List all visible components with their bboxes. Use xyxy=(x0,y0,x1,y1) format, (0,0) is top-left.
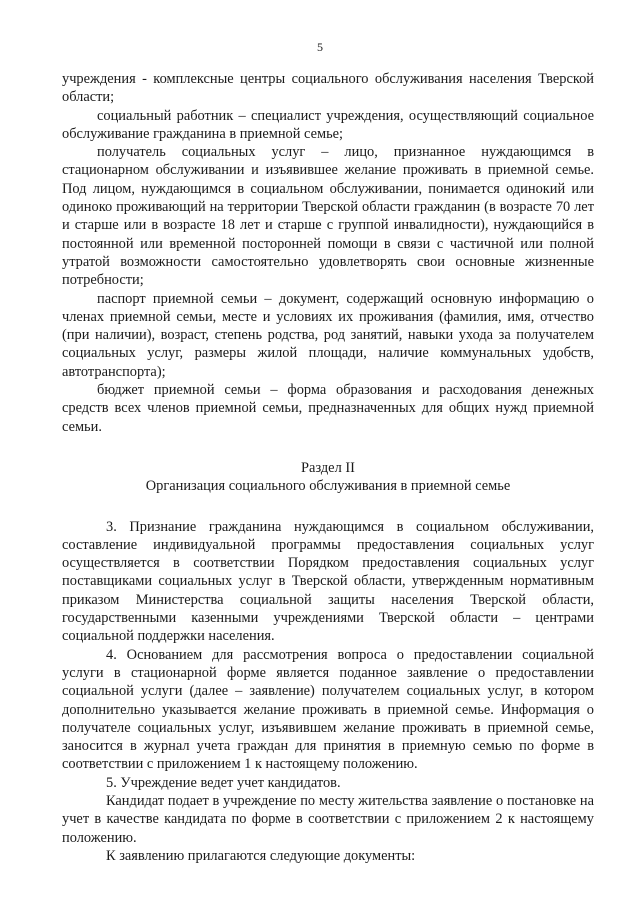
definition-paragraph-service-recipient: получатель социальных услуг – лицо, признанное нуждающимся в стационарном обслуживании и изъявившее желание проживать в приемной семье. Под лицом, нуждающимся в социальном обслуживании, понимается одинокий или одиноко проживающий на территории Тверской области гражданин (в возрасте 70 лет и старше или в возрасте 18 лет и старше с группой инвалидности), нуждающийся в постоянной или временной посторонней помощи в связи с частичной или полной утратой возможности самостоятельно удовлетворять свои основные жизненные потребности; xyxy=(62,144,594,289)
clause-3-paragraph: 3. Признание гражданина нуждающимся в социальном обслуживании, составление индивидуальной программы предоставления социальных услуг осуществляется в соответствии Порядком предоставления социальных услуг поставщиками социальных услуг в Тверской области, утвержденным нормативным приказом Министерства социальной защиты населения Тверской области, государственными казенными учреждениями Тверской области – центрами социальной поддержки населения. xyxy=(62,518,594,645)
definition-paragraph-family-passport: паспорт приемной семьи – документ, содержащий основную информацию о членах приемной семьи, месте и условиях их проживания (фамилия, имя, отчество (при наличии), возраст, степень родства, род занятий, навыки ухода за получателем социальных услуг, размеры жилой площади, наличие коммунальных удобств, автотранспорта); xyxy=(62,290,594,380)
clause-4-paragraph: 4. Основанием для рассмотрения вопроса о предоставлении социальной услуги в стационарной форме является поданное заявление о предоставлении социальной услуги (далее – заявление) получателем социальных услуг, в котором дополнительно указывается желание проживать в приемной семье. Информация о получателе социальных услуг, изъявившем желание проживать в приемной семье, заносится в журнал учета граждан для принятия в приемную семью по форме в соответствии с приложением 1 к настоящему положению. xyxy=(62,646,594,773)
clause-5-paragraph: 5. Учреждение ведет учет кандидатов. xyxy=(106,774,341,791)
definition-paragraph-social-worker: социальный работник – специалист учреждения, осуществляющий социальное обслуживание гражданина в приемной семье; xyxy=(62,107,594,142)
section-title: Организация социального обслуживания в приемной семье xyxy=(145,478,511,495)
document-body xyxy=(62,70,594,865)
section-number: Раздел II xyxy=(301,459,355,476)
definition-paragraph-family-budget: бюджет приемной семьи – форма образования и расходования денежных средств всех членов приемной семьи, предназначенных для общих нужд приемной семьи. xyxy=(62,382,594,435)
page-number: 5 xyxy=(317,40,323,54)
candidate-application-paragraph: Кандидат подает в учреждение по месту жительства заявление о постановке на учет в качестве кандидата по форме в соответствии с приложением 2 к настоящему положению. xyxy=(62,792,594,846)
attached-documents-paragraph: К заявлению прилагаются следующие документы: xyxy=(106,847,416,864)
definition-paragraph-institutions: учреждения - комплексные центры социального обслуживания населения Тверской области; xyxy=(62,71,594,106)
